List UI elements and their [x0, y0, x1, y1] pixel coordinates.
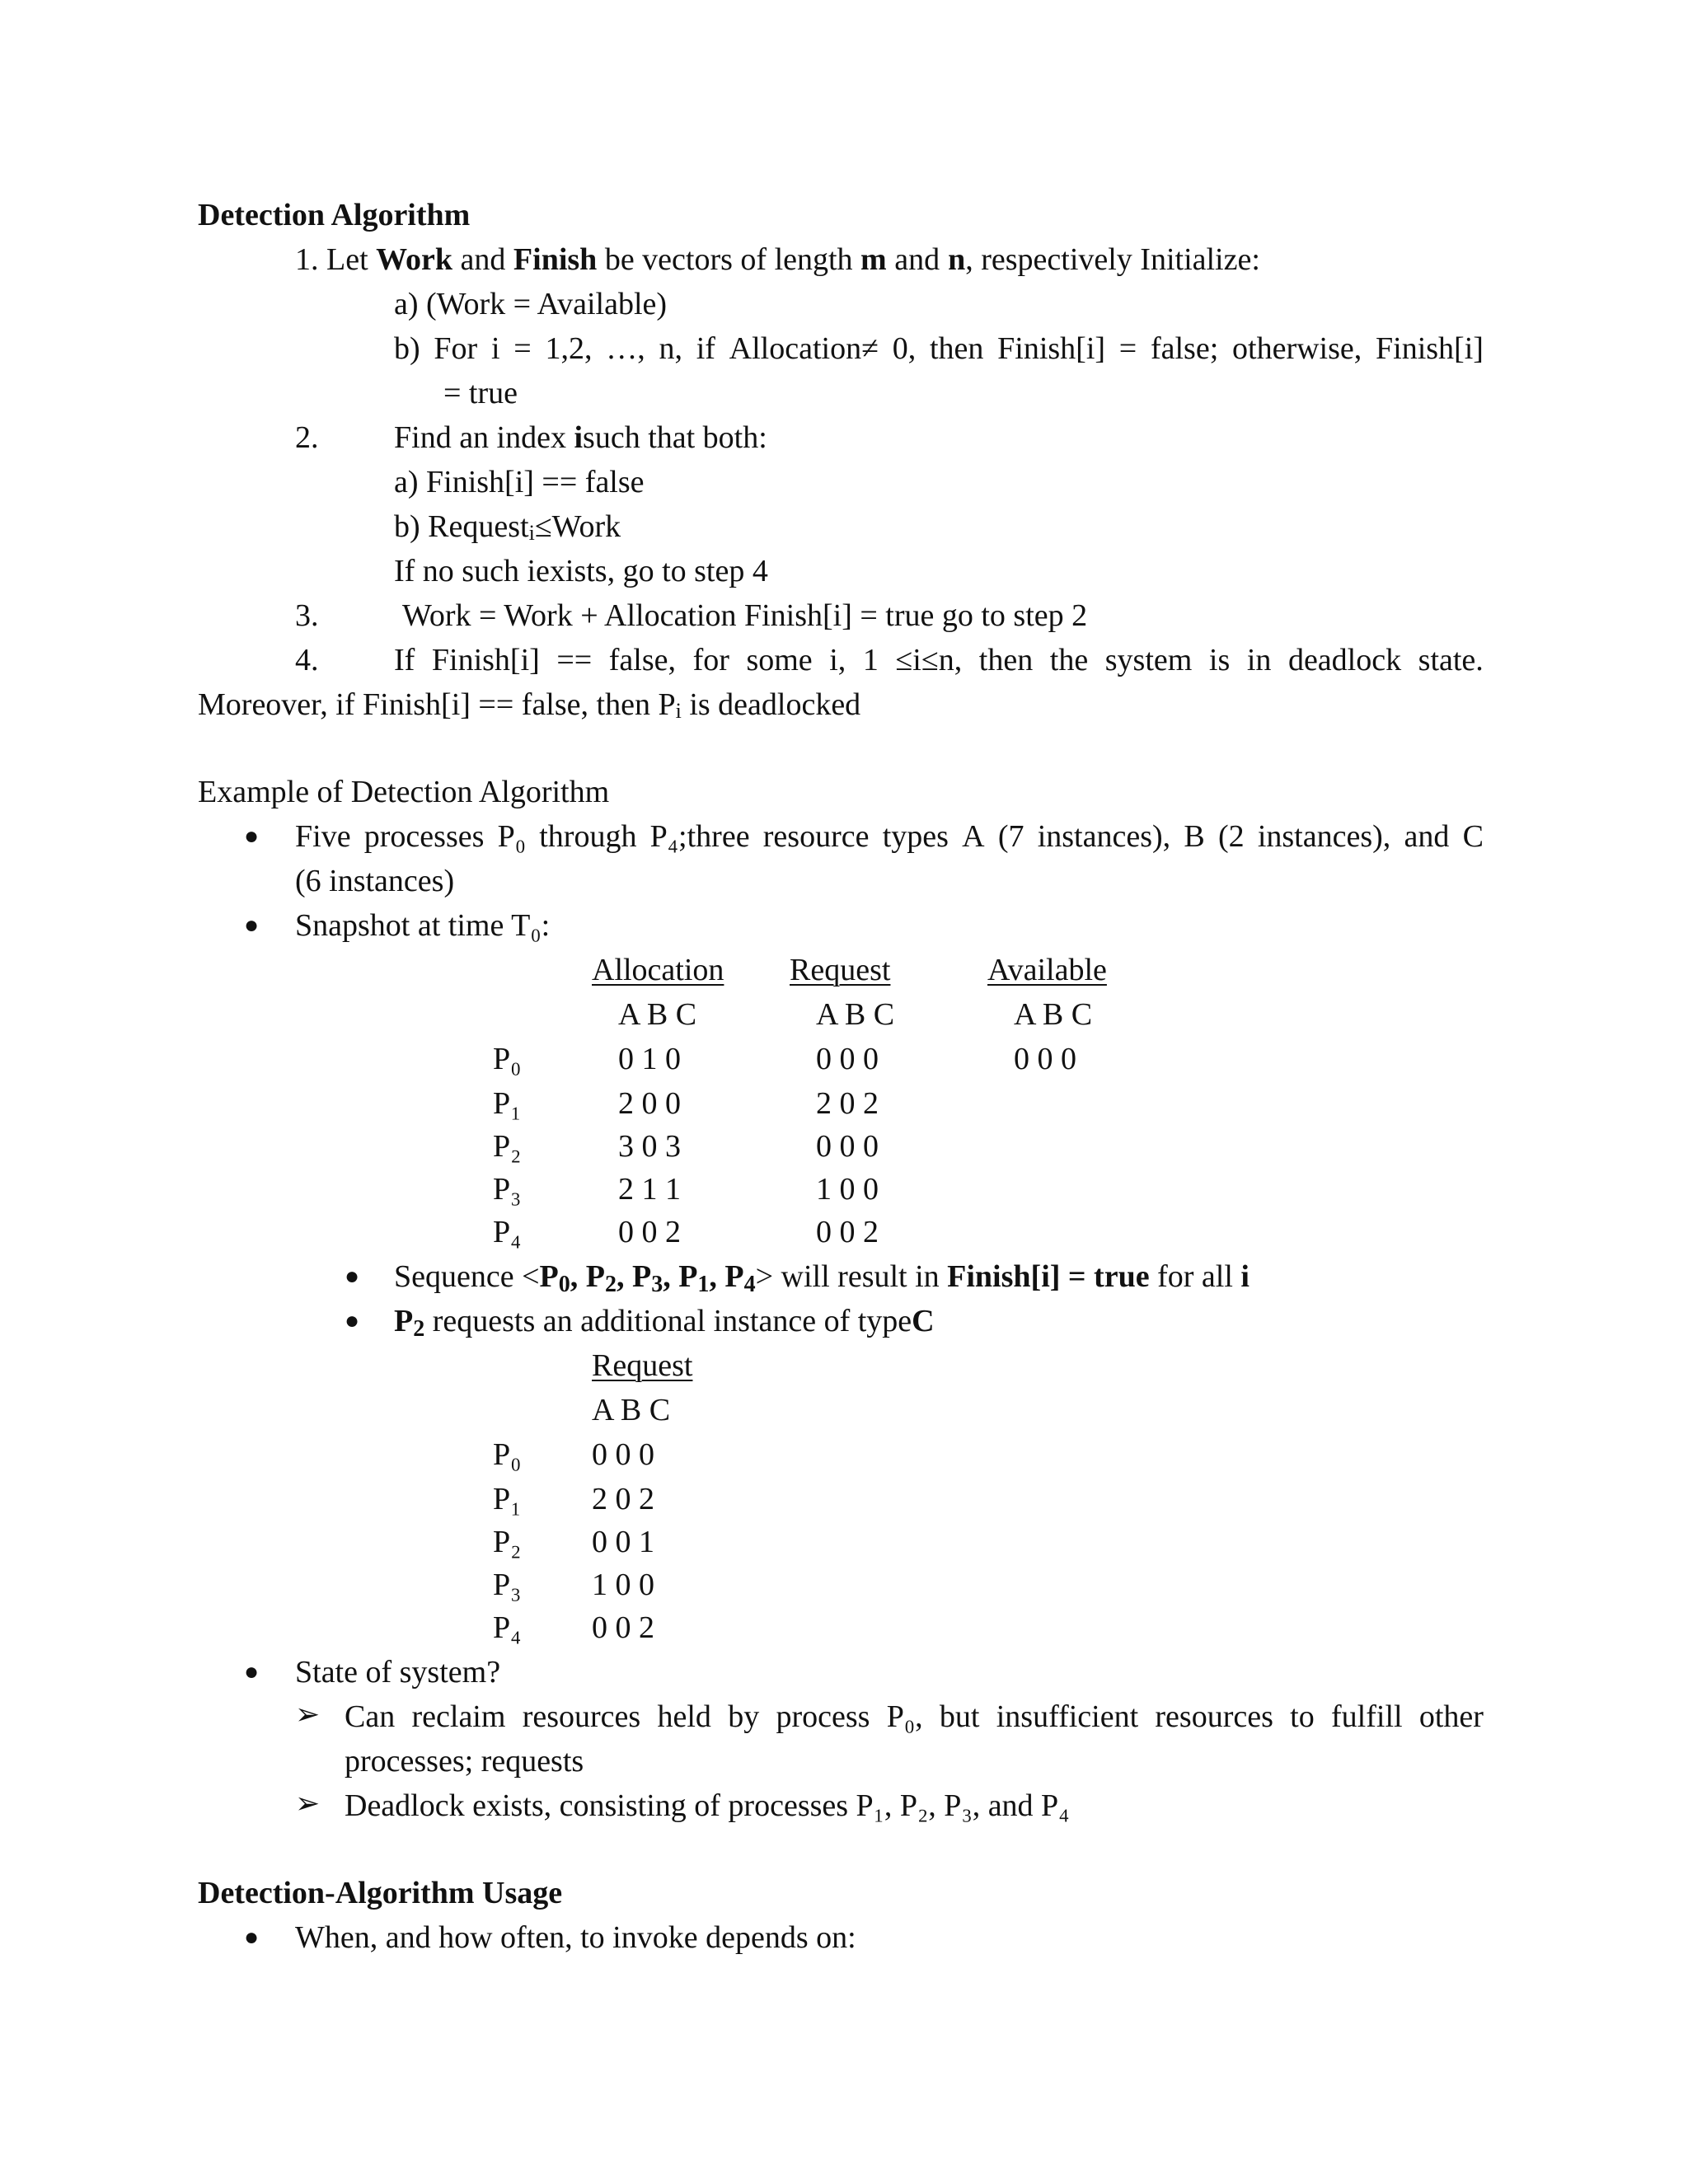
step-number: 1.	[295, 242, 319, 277]
word: A	[962, 819, 985, 854]
word: ==	[556, 643, 593, 677]
step-1b-continuation: = true	[443, 376, 518, 410]
word: instances),	[1257, 819, 1391, 854]
sub-bullet-1	[345, 1701, 1484, 1732]
allocation-cell: 0 1 0	[618, 1042, 681, 1076]
word: B	[1184, 819, 1205, 854]
word: ≤i≤n,	[895, 643, 963, 677]
word: resources	[1155, 1699, 1273, 1734]
word: 0,	[892, 331, 917, 366]
step-2a: a) Finish[i] == false	[394, 465, 645, 499]
word: false;	[1150, 331, 1219, 366]
header-request: Request	[592, 1348, 693, 1383]
text: requests an additional instance of type	[424, 1304, 912, 1338]
request-cell: 0 0 2	[592, 1610, 654, 1645]
word: insufficient	[996, 1699, 1139, 1734]
subheader: A B C	[592, 1393, 671, 1427]
word: processes	[363, 819, 485, 854]
allocation-cell: 2 1 1	[618, 1172, 681, 1207]
term-m: m	[860, 242, 887, 277]
word: process	[776, 1699, 870, 1734]
step-text: Find an index	[394, 420, 574, 455]
subscript: 2	[413, 1316, 425, 1342]
step-3-number: 3.	[295, 598, 319, 633]
word: state.	[1418, 643, 1484, 677]
step-2-number: 2.	[295, 420, 319, 455]
bullet-icon: ●	[244, 823, 260, 850]
term-c: C	[912, 1304, 935, 1338]
process-label: P₀	[493, 1437, 522, 1472]
usage-bullet: When, and how often, to invoke depends on:	[295, 1920, 856, 1955]
word: for	[692, 643, 729, 677]
step-1	[295, 244, 1260, 275]
subheader: A B C	[816, 997, 895, 1032]
arrow-bullet-icon: ➢	[295, 1698, 321, 1731]
process-label: P₁	[493, 1482, 522, 1516]
word: 1,2,	[545, 331, 593, 366]
step-text: ≤Work	[534, 509, 621, 544]
word: Allocation≠	[729, 331, 879, 366]
allocation-cell: 3 0 3	[618, 1129, 681, 1164]
header-request: Request	[790, 953, 891, 987]
word: if	[696, 331, 715, 366]
word: Can	[345, 1699, 396, 1734]
word: is	[1208, 643, 1231, 677]
term-work: Work	[376, 242, 453, 277]
process-label: P₂	[493, 1525, 522, 1559]
step-text: such that both:	[583, 420, 767, 455]
word: C	[1462, 819, 1484, 854]
word: If	[394, 643, 415, 677]
process-label: P₄	[493, 1215, 522, 1249]
word: and	[1404, 819, 1450, 854]
term-true: = true	[1060, 1259, 1150, 1294]
process-label: P₁	[493, 1086, 522, 1121]
word: n,	[659, 331, 682, 366]
step-3-text: Work = Work + Allocation Finish[i] = true go to step 2	[402, 598, 1088, 633]
header-available: Available	[987, 953, 1107, 987]
process-label: P₃	[493, 1568, 522, 1602]
word: then	[978, 643, 1034, 677]
word: through	[539, 819, 637, 854]
request-cell: 2 0 2	[592, 1482, 654, 1516]
step-2-text	[394, 422, 767, 453]
word: system	[1104, 643, 1193, 677]
word: b)	[394, 331, 420, 366]
word: resource	[762, 819, 870, 854]
word: false,	[608, 643, 677, 677]
step-text: Moreover, if Finish[i] == false, then P	[198, 687, 676, 722]
arrow-bullet-icon: ➢	[295, 1787, 321, 1820]
word: For	[434, 331, 478, 366]
step-1b	[394, 333, 1484, 364]
request-cell: 1 0 0	[592, 1568, 654, 1602]
request-cell: 0 0 0	[816, 1129, 879, 1164]
word: resources	[522, 1699, 641, 1734]
word: i,	[829, 643, 846, 677]
process-label: P₂	[493, 1129, 522, 1164]
subscript: i	[675, 699, 682, 723]
step-1a: a) (Work = Available)	[394, 287, 668, 321]
word: Finish[i]	[1376, 331, 1484, 366]
word: P₀	[497, 819, 527, 854]
term-finish: Finish[i]	[947, 1259, 1061, 1294]
text: Sequence <	[394, 1259, 540, 1294]
word: to	[1290, 1699, 1315, 1734]
request-cell: 0 0 1	[592, 1525, 654, 1559]
term-p: P	[394, 1304, 414, 1338]
word: by	[728, 1699, 760, 1734]
word: Finish[i]	[997, 331, 1106, 366]
subheader: A B C	[1014, 997, 1093, 1032]
word: …,	[606, 331, 645, 366]
step-2-note: If no such iexists, go to step 4	[394, 554, 768, 588]
usage-heading: Detection-Algorithm Usage	[198, 1876, 563, 1910]
step-text: is deadlocked	[681, 687, 861, 722]
term-i: i	[574, 420, 584, 455]
word: then	[929, 331, 984, 366]
process-label: P₃	[493, 1172, 522, 1207]
bullet-icon: ●	[244, 1924, 260, 1951]
step-text: Let	[326, 242, 368, 277]
section-heading: Detection Algorithm	[198, 198, 471, 232]
word: held	[657, 1699, 711, 1734]
term-n: n	[948, 242, 966, 277]
word: 1	[862, 643, 879, 677]
term-finish: Finish	[513, 242, 598, 277]
example-bullet-1	[295, 821, 1484, 852]
step-text: and	[460, 242, 506, 277]
step-text: and	[894, 242, 940, 277]
text: for all	[1149, 1259, 1241, 1294]
word: i	[490, 331, 500, 366]
step-4-text	[394, 644, 1484, 676]
bullet-icon: ●	[345, 1307, 360, 1334]
process-label: P₄	[493, 1610, 522, 1645]
word: P₄;three	[649, 819, 750, 854]
term-i: i	[1240, 1259, 1250, 1294]
step-text: , respectively Initialize:	[965, 242, 1260, 277]
word: other	[1418, 1699, 1484, 1734]
allocation-cell: 0 0 2	[618, 1215, 681, 1249]
word: P₀,	[886, 1699, 923, 1734]
bullet-icon: ●	[244, 1658, 260, 1685]
word: but	[939, 1699, 980, 1734]
word: in	[1246, 643, 1272, 677]
word: =	[1118, 331, 1137, 366]
sub-bullet-2: Deadlock exists, consisting of processes P₁, P₂, P₃, and P₄	[345, 1788, 1070, 1823]
word: deadlock	[1287, 643, 1402, 677]
step-text: b) Request	[394, 509, 529, 544]
word: the	[1049, 643, 1089, 677]
step-4-continuation	[198, 689, 860, 722]
allocation-cell: 2 0 0	[618, 1086, 681, 1121]
request-cell: 0 0 2	[816, 1215, 879, 1249]
word: fulfill	[1331, 1699, 1403, 1734]
request-line	[394, 1305, 935, 1341]
word: Finish[i]	[431, 643, 540, 677]
request-cell: 1 0 0	[816, 1172, 879, 1207]
sub-bullet-1-continuation: processes; requests	[345, 1744, 584, 1779]
subscript: i	[528, 521, 535, 545]
step-2b	[394, 511, 621, 544]
request-cell: 0 0 0	[816, 1042, 879, 1076]
word: otherwise,	[1232, 331, 1362, 366]
word: types	[882, 819, 949, 854]
word: reclaim	[411, 1699, 506, 1734]
header-allocation: Allocation	[592, 953, 724, 987]
text: > will result in	[755, 1259, 948, 1294]
available-cell: 0 0 0	[1014, 1042, 1076, 1076]
bullet-icon: ●	[345, 1263, 360, 1290]
word: (7	[997, 819, 1025, 854]
request-cell: 0 0 0	[592, 1437, 654, 1472]
word: Five	[295, 819, 351, 854]
example-heading: Example of Detection Algorithm	[198, 775, 610, 809]
word: =	[513, 331, 532, 366]
example-bullet-2: Snapshot at time T₀:	[295, 908, 551, 943]
example-bullet-1-continuation: (6 instances)	[295, 864, 455, 898]
process-label: P₀	[493, 1042, 522, 1076]
word: instances),	[1037, 819, 1171, 854]
state-of-system: State of system?	[295, 1655, 501, 1690]
sequence-line	[394, 1261, 1250, 1296]
step-4-number: 4.	[295, 643, 319, 677]
word: some	[746, 643, 813, 677]
subheader: A B C	[618, 997, 697, 1032]
step-text: be vectors of length	[604, 242, 853, 277]
request-cell: 2 0 2	[816, 1086, 879, 1121]
bullet-icon: ●	[244, 912, 260, 939]
word: (2	[1217, 819, 1245, 854]
seq-p0: P0, P2, P3, P1, P4	[539, 1259, 756, 1297]
